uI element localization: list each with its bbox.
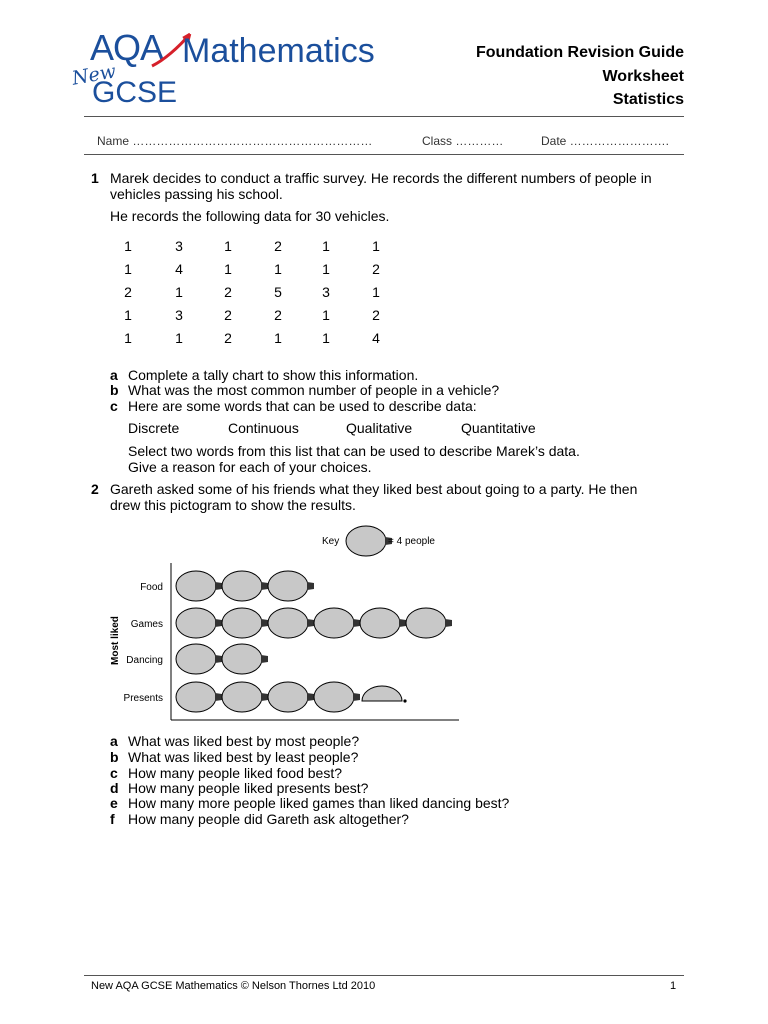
q2-part-b-letter: b bbox=[110, 749, 119, 765]
q1-part-b-text: What was the most common number of people in a vehicle? bbox=[128, 382, 500, 398]
balloon-icon bbox=[314, 682, 360, 712]
namebar-rule bbox=[84, 154, 684, 155]
q2-part-c-letter: c bbox=[110, 765, 118, 781]
balloon-icon bbox=[176, 571, 222, 601]
data-cell: 1 bbox=[372, 284, 380, 300]
balloon-icon bbox=[360, 608, 406, 638]
q2-part-b-text: What was liked best by least people? bbox=[128, 749, 359, 765]
question-1-intro: He records the following data for 30 vehicles. bbox=[110, 208, 390, 224]
data-cell: 1 bbox=[224, 238, 232, 254]
data-cell: 2 bbox=[372, 307, 380, 323]
logo-aqa: AQA bbox=[90, 27, 164, 68]
balloon-icon bbox=[406, 608, 452, 638]
balloon-icon bbox=[176, 608, 222, 638]
date-field: Date ……………………. bbox=[541, 134, 670, 148]
data-cell: 2 bbox=[124, 284, 132, 300]
data-cell: 1 bbox=[322, 307, 330, 323]
category-label: Presents bbox=[123, 693, 163, 704]
data-cell: 2 bbox=[372, 261, 380, 277]
balloon-icon bbox=[268, 571, 314, 601]
balloon-icon bbox=[314, 608, 360, 638]
q1-part-a-text: Complete a tally chart to show this information. bbox=[128, 367, 419, 383]
data-cell: 4 bbox=[372, 330, 380, 346]
logo-mathematics: Mathematics bbox=[182, 32, 375, 70]
word-continuous: Continuous bbox=[228, 420, 299, 436]
data-cell: 1 bbox=[322, 238, 330, 254]
data-cell: 1 bbox=[224, 261, 232, 277]
q1-reason-text: Give a reason for each of your choices. bbox=[128, 459, 372, 475]
word-qualitative: Qualitative bbox=[346, 420, 413, 436]
q2-part-a-letter: a bbox=[110, 733, 118, 749]
balloon-icon bbox=[222, 571, 268, 601]
header-rule bbox=[84, 116, 684, 117]
data-cell: 1 bbox=[175, 330, 183, 346]
data-cell: 1 bbox=[124, 307, 132, 323]
data-cell: 1 bbox=[322, 261, 330, 277]
data-cell: 2 bbox=[274, 238, 282, 254]
word-discrete: Discrete bbox=[128, 420, 180, 436]
q2-part-d-text: How many people liked presents best? bbox=[128, 780, 369, 796]
key-value: = 4 people bbox=[388, 536, 435, 547]
logo-new: New bbox=[70, 60, 118, 90]
q2-part-d-letter: d bbox=[110, 780, 119, 796]
header-worksheet: Worksheet bbox=[602, 68, 684, 85]
data-cell: 4 bbox=[175, 261, 183, 277]
q1-part-c-text: Here are some words that can be used to describe data: bbox=[128, 398, 477, 414]
question-2-number: 2 bbox=[91, 481, 99, 497]
question-1-text: Marek decides to conduct a traffic survey. He records the different numbers of people in vehicles passing his school. bbox=[110, 170, 652, 202]
class-field: Class ………… bbox=[422, 134, 504, 148]
header-topic: Statistics bbox=[612, 91, 684, 108]
category-label: Food bbox=[140, 582, 163, 593]
balloon-icon bbox=[176, 644, 222, 674]
data-cell: 1 bbox=[124, 261, 132, 277]
q1-part-c-letter: c bbox=[110, 398, 118, 414]
footer-page-number: 1 bbox=[670, 980, 677, 992]
data-cell: 3 bbox=[175, 238, 183, 254]
data-cell: 1 bbox=[322, 330, 330, 346]
data-cell: 2 bbox=[224, 330, 232, 346]
data-cell: 1 bbox=[274, 330, 282, 346]
category-label: Games bbox=[130, 619, 163, 630]
q1-select-text: Select two words from this list that can be used to describe Marek’s data. bbox=[128, 443, 580, 459]
data-cell: 2 bbox=[224, 284, 232, 300]
question-1-number: 1 bbox=[91, 170, 99, 186]
data-cell: 5 bbox=[274, 284, 282, 300]
category-label: Dancing bbox=[126, 655, 163, 666]
word-quantitative: Quantitative bbox=[461, 420, 536, 436]
key-balloon-icon bbox=[346, 526, 392, 556]
q2-part-f-letter: f bbox=[110, 811, 115, 827]
data-cell: 2 bbox=[224, 307, 232, 323]
q2-part-f-text: How many people did Gareth ask altogether? bbox=[128, 811, 409, 827]
data-cell: 3 bbox=[175, 307, 183, 323]
q1-part-a-letter: a bbox=[110, 367, 118, 383]
question-2-text: Gareth asked some of his friends what they liked best about going to a party. He then drew this pictogram to show the results. bbox=[110, 481, 638, 513]
data-cell: 1 bbox=[124, 330, 132, 346]
data-cell: 1 bbox=[274, 261, 282, 277]
data-cell: 1 bbox=[372, 238, 380, 254]
balloon-icon bbox=[268, 608, 314, 638]
data-cell: 1 bbox=[124, 238, 132, 254]
q2-part-e-letter: e bbox=[110, 795, 118, 811]
balloon-icon bbox=[268, 682, 314, 712]
q1-part-b-letter: b bbox=[110, 382, 119, 398]
balloon-icon bbox=[222, 644, 268, 674]
q2-part-e-text: How many more people liked games than liked dancing best? bbox=[128, 795, 510, 811]
axis-label-most-liked: Most liked bbox=[110, 616, 121, 665]
footer-rule bbox=[84, 975, 684, 976]
balloon-icon bbox=[346, 526, 392, 556]
data-cell: 2 bbox=[274, 307, 282, 323]
balloon-icon bbox=[176, 682, 222, 712]
name-field: Name …………………………………………………… bbox=[97, 134, 373, 148]
footer-copyright: New AQA GCSE Mathematics © Nelson Thornes Ltd 2010 bbox=[91, 980, 376, 992]
half-balloon-icon bbox=[362, 686, 407, 703]
data-cell: 1 bbox=[175, 284, 183, 300]
data-cell: 3 bbox=[322, 284, 330, 300]
balloon-icon bbox=[222, 608, 268, 638]
pictogram bbox=[100, 525, 470, 725]
balloon-icon bbox=[222, 682, 268, 712]
key-label: Key bbox=[322, 536, 340, 547]
q2-part-c-text: How many people liked food best? bbox=[128, 765, 343, 781]
header-title: Foundation Revision Guide bbox=[476, 44, 684, 61]
q2-part-a-text: What was liked best by most people? bbox=[128, 733, 360, 749]
logo-gcse: GCSE bbox=[92, 76, 178, 109]
